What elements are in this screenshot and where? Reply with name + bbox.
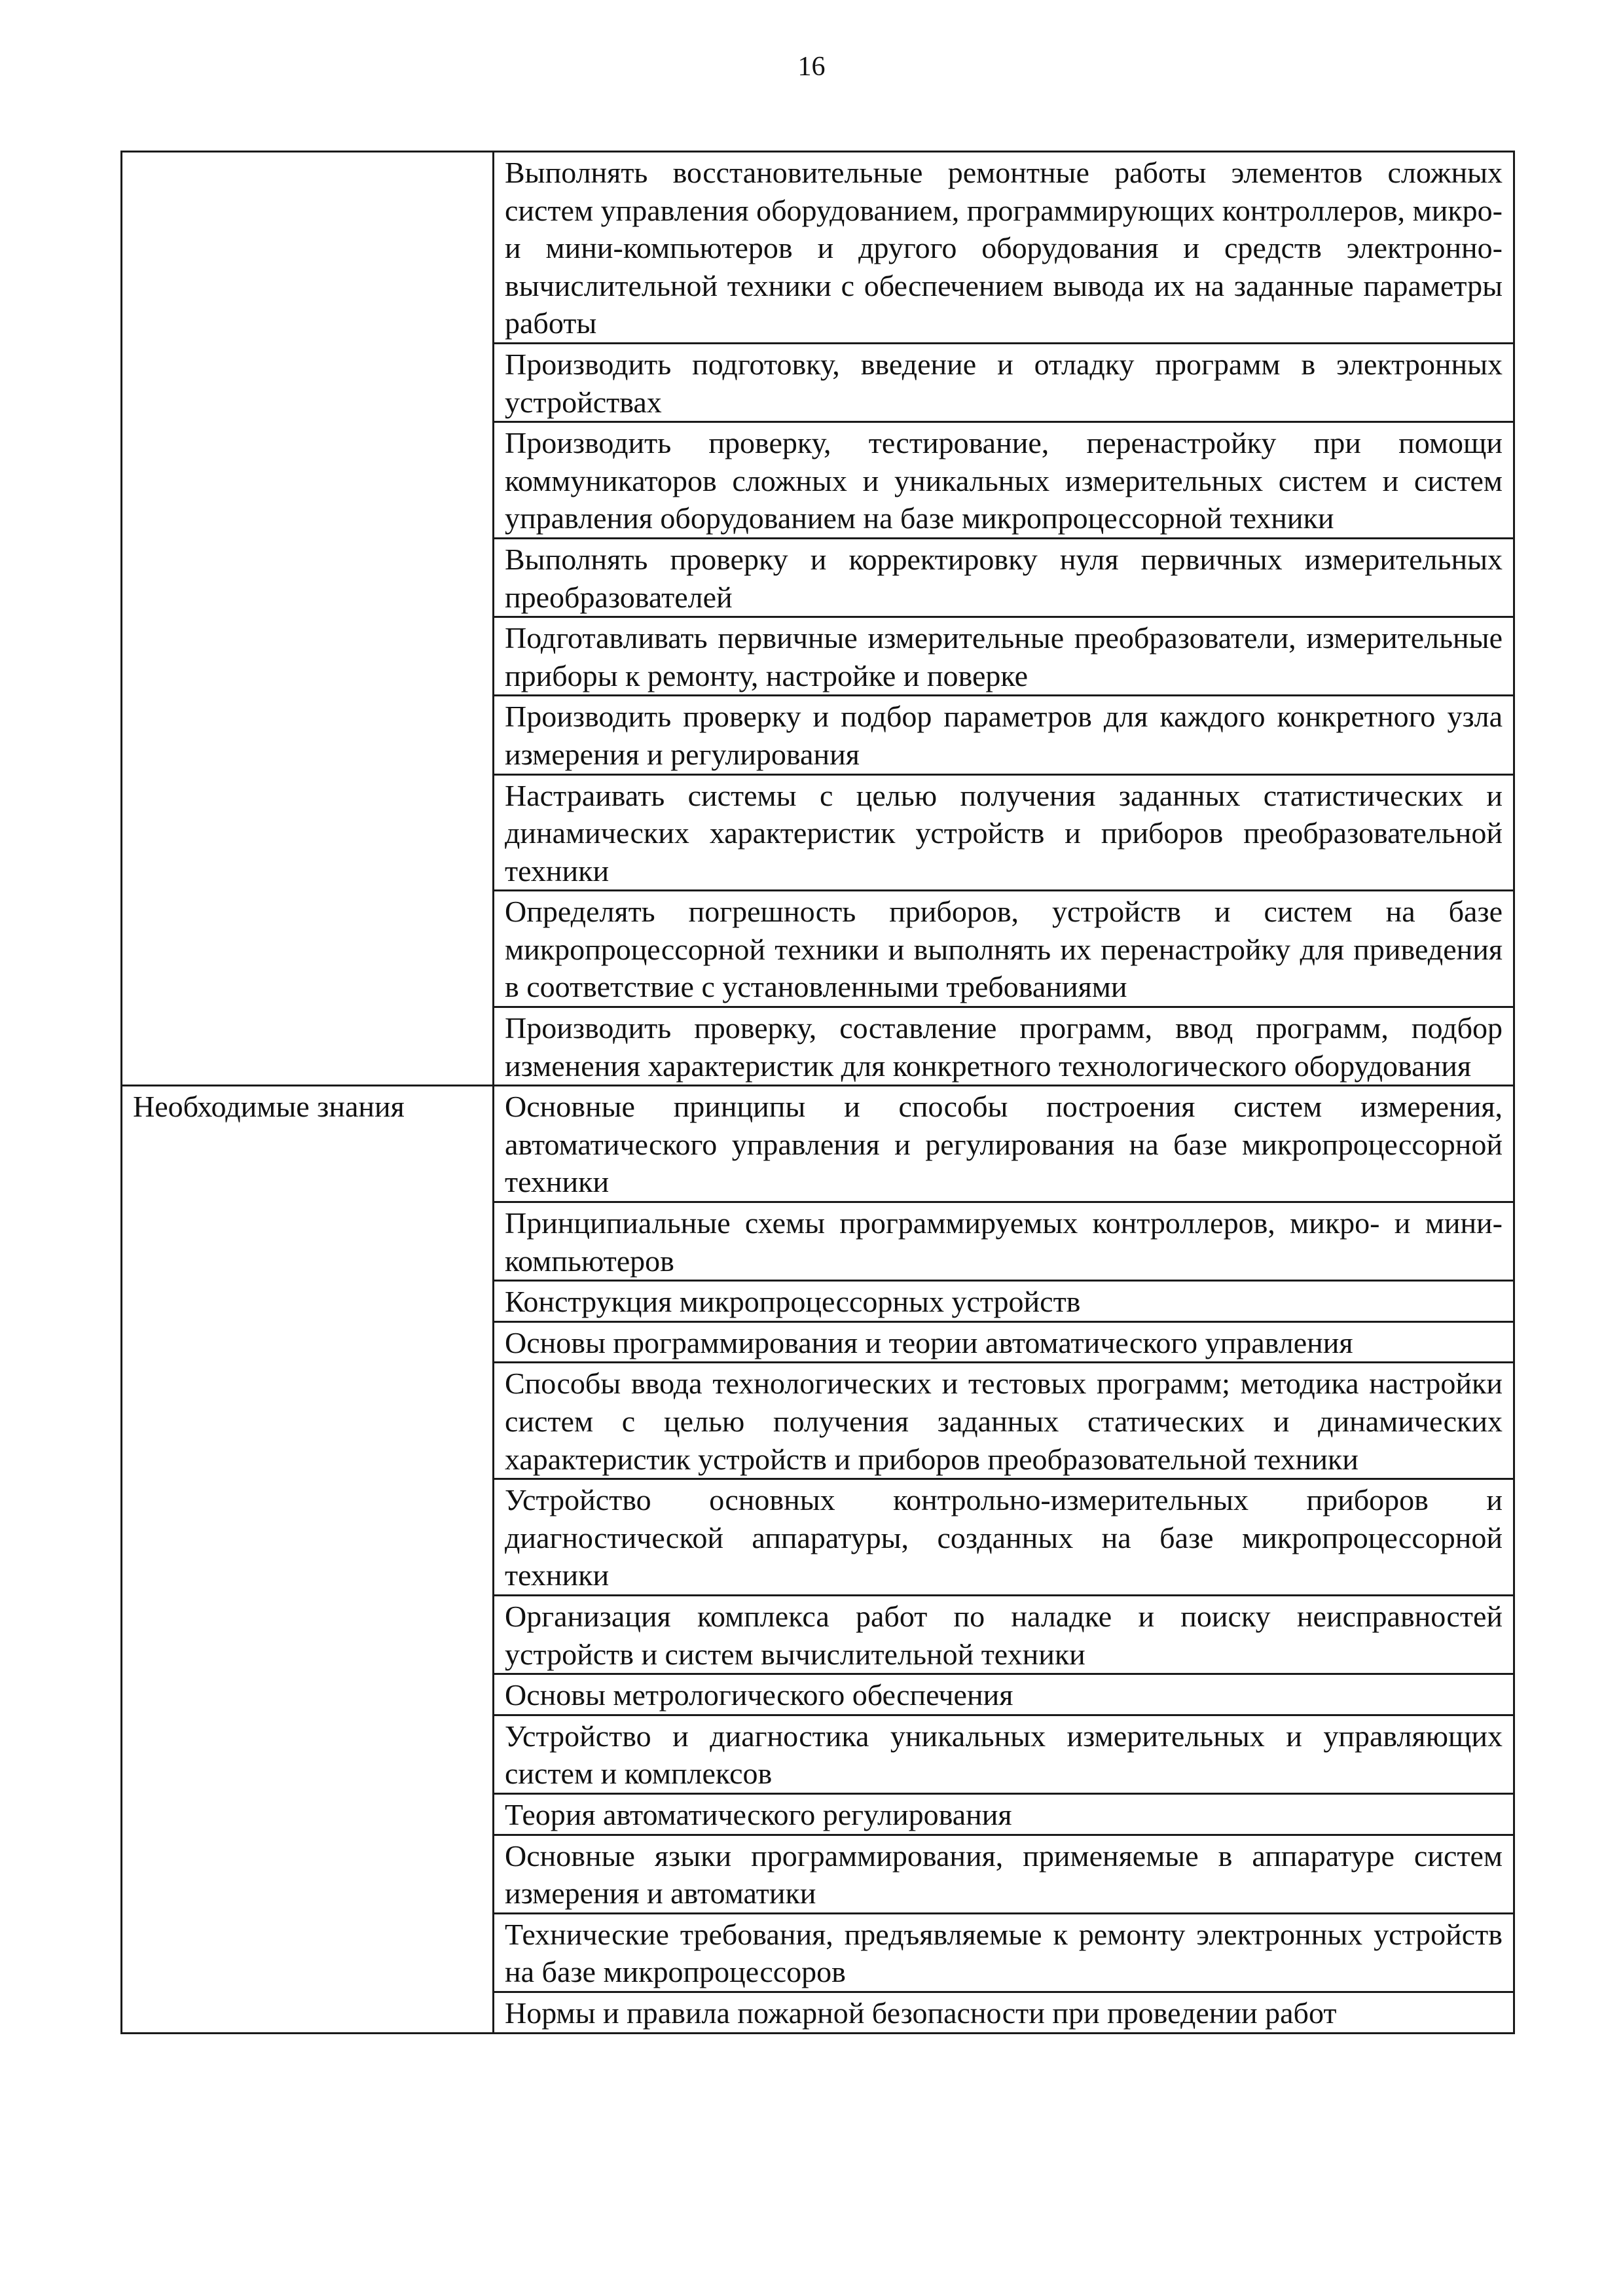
table-cell-item: Основы метрологического обеспечения <box>494 1674 1514 1715</box>
page-number: 16 <box>797 52 826 82</box>
table-cell-item: Конструкция микропроцессорных устройств <box>494 1281 1514 1322</box>
table-cell-item: Производить подготовку, введение и отладку программ в электронных устройствах <box>494 343 1514 422</box>
table-cell-item: Выполнять проверку и корректировку нуля первичных измерительных преобразователей <box>494 538 1514 617</box>
table-cell-item: Нормы и правила пожарной безопасности при проведении работ <box>494 1992 1514 2033</box>
table-cell-item: Выполнять восстановительные ремонтные работы элементов сложных систем управления оборудованием, программирующих контроллеров, микро- и мини-компьютеров и другого оборудования и средств электронно-вычислительной техники с обеспечением вывода их на заданные параметры работы <box>494 152 1514 344</box>
section-label: Необходимые знания <box>122 1086 494 2033</box>
table-cell-item: Подготавливать первичные измерительные преобразователи, измерительные приборы к ремонту, настройке и поверке <box>494 617 1514 696</box>
table-row <box>122 1086 1514 1202</box>
table-cell-item: Производить проверку, составление программ, ввод программ, подбор изменения характеристик для конкретного технологического оборудования <box>494 1007 1514 1086</box>
table-cell-item: Основные принципы и способы построения систем измерения, автоматического управления и регулирования на базе микропроцессорной техники <box>494 1086 1514 1202</box>
table-cell-item: Производить проверку, тестирование, перенастройку при помощи коммуникаторов сложных и уникальных измерительных систем и систем управления оборудованием на базе микропроцессорной техники <box>494 422 1514 539</box>
section-label-empty <box>122 152 494 1086</box>
table-row <box>122 152 1514 344</box>
table-cell-item: Технические требования, предъявляемые к ремонту электронных устройств на базе микропроцессоров <box>494 1913 1514 1992</box>
table-cell-item: Настраивать системы с целью получения заданных статистических и динамических характеристик устройств и приборов преобразовательной техники <box>494 774 1514 891</box>
table-cell-item: Определять погрешность приборов, устройств и систем на базе микропроцессорной техники и выполнять их перенастройку для приведения в соответствие с установленными требованиями <box>494 891 1514 1007</box>
table-cell-item: Принципиальные схемы программируемых контроллеров, микро- и мини-компьютеров <box>494 1202 1514 1281</box>
table-cell-item: Теория автоматического регулирования <box>494 1793 1514 1835</box>
competency-table <box>120 151 1515 2034</box>
table-cell-item: Основы программирования и теории автоматического управления <box>494 1321 1514 1363</box>
table-body <box>122 152 1514 2034</box>
table-cell-item: Производить проверку и подбор параметров для каждого конкретного узла измерения и регулирования <box>494 696 1514 774</box>
table-cell-item: Устройство основных контрольно-измерительных приборов и диагностической аппаратуры, созданных на базе микропроцессорной техники <box>494 1479 1514 1596</box>
table-cell-item: Основные языки программирования, применяемые в аппаратуре систем измерения и автоматики <box>494 1835 1514 1913</box>
table-cell-item: Организация комплекса работ по наладке и поиску неисправностей устройств и систем вычислительной техники <box>494 1595 1514 1674</box>
table-cell-item: Способы ввода технологических и тестовых программ; методика настройки систем с целью получения заданных статических и динамических характеристик устройств и приборов преобразовательной техники <box>494 1363 1514 1479</box>
table-cell-item: Устройство и диагностика уникальных измерительных и управляющих систем и комплексов <box>494 1715 1514 1793</box>
